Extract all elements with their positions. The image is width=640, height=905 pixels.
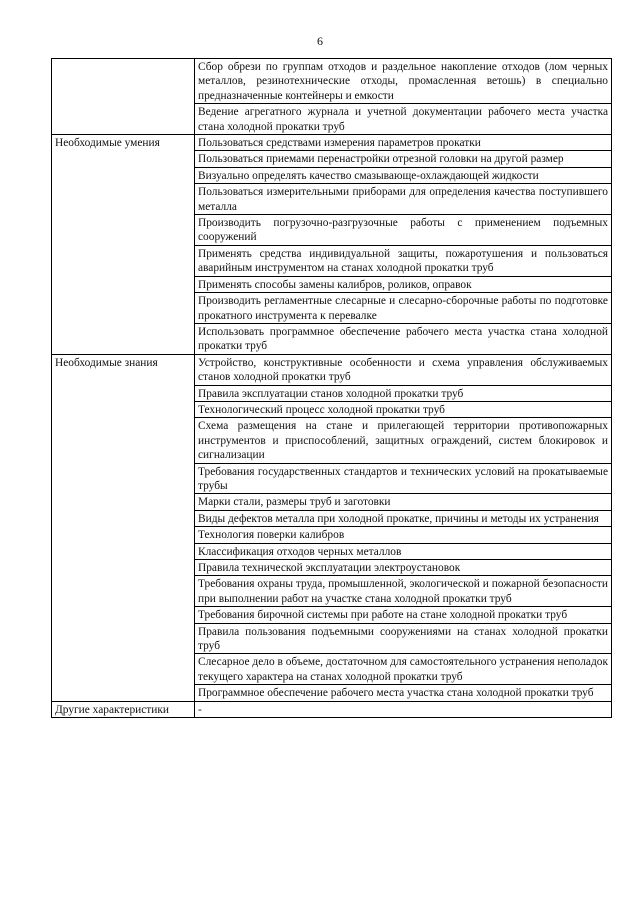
table-row [52,354,612,385]
section-item: Технология поверки калибров [195,527,612,543]
section-item: Использовать программное обеспечение рабочего места участка стана холодной прокатки труб [195,323,612,354]
section-item: Виды дефектов металла при холодной прокатке, причины и методы их устранения [195,510,612,526]
section-item: Марки стали, размеры труб и заготовки [195,494,612,510]
section-item: Применять способы замены калибров, роликов, оправок [195,276,612,292]
table-row [52,135,612,151]
section-item: Классификация отходов черных металлов [195,543,612,559]
section-item: Правила пользования подъемными сооружениями на станах холодной прокатки труб [195,623,612,654]
table-row [52,59,612,104]
section-item: Правила эксплуатации станов холодной прокатки труб [195,385,612,401]
section-item: Устройство, конструктивные особенности и схема управления обслуживаемых станов холодной прокатки труб [195,354,612,385]
page-number: 6 [317,34,323,48]
section-item: Ведение агрегатного журнала и учетной документации рабочего места участка стана холодной прокатки труб [195,104,612,135]
section-item: Требования бирочной системы при работе на стане холодной прокатки труб [195,607,612,623]
section-item: Визуально определять качество смазывающе-охлаждающей жидкости [195,167,612,183]
section-item: Пользоваться средствами измерения параметров прокатки [195,135,612,151]
section-item: Производить погрузочно-разгрузочные работы с применением подъемных сооружений [195,215,612,246]
section-item: Применять средства индивидуальной защиты, пожаротушения и пользоваться аварийным инструментом на станах холодной прокатки труб [195,245,612,276]
section-item: Пользоваться измерительными приборами для определения качества поступившего металла [195,184,612,215]
section-item: Требования охраны труда, промышленной, экологической и пожарной безопасности при выполнении работ на участке стана холодной прокатки труб [195,576,612,607]
section-label: Другие характеристики [52,701,195,717]
section-item: Требования государственных стандартов и технических условий на прокатываемые трубы [195,463,612,494]
section-item: Технологический процесс холодной прокатки труб [195,401,612,417]
table-row [52,701,612,717]
section-label: Необходимые знания [52,354,195,701]
section-item: - [195,701,612,717]
section-label: Необходимые умения [52,135,195,355]
section-label [52,59,195,135]
qualification-table [51,58,612,718]
section-item: Производить регламентные слесарные и слесарно-сборочные работы по подготовке прокатного инструмента к перевалке [195,293,612,324]
section-item: Сбор обрези по группам отходов и раздельное накопление отходов (лом черных металлов, резинотехнические отходы, промасленная ветошь) в специально предназначенные контейнеры и емкости [195,59,612,104]
section-item: Слесарное дело в объеме, достаточном для самостоятельного устранения неполадок текущего характера на станах холодной прокатки труб [195,654,612,685]
section-item: Правила технической эксплуатации электроустановок [195,560,612,576]
section-item: Пользоваться приемами перенастройки отрезной головки на другой размер [195,151,612,167]
section-item: Программное обеспечение рабочего места участка стана холодной прокатки труб [195,685,612,701]
section-item: Схема размещения на стане и прилегающей территории противопожарных инструментов и приспособлений, защитных ограждений, систем блокировок и сигнализации [195,418,612,463]
